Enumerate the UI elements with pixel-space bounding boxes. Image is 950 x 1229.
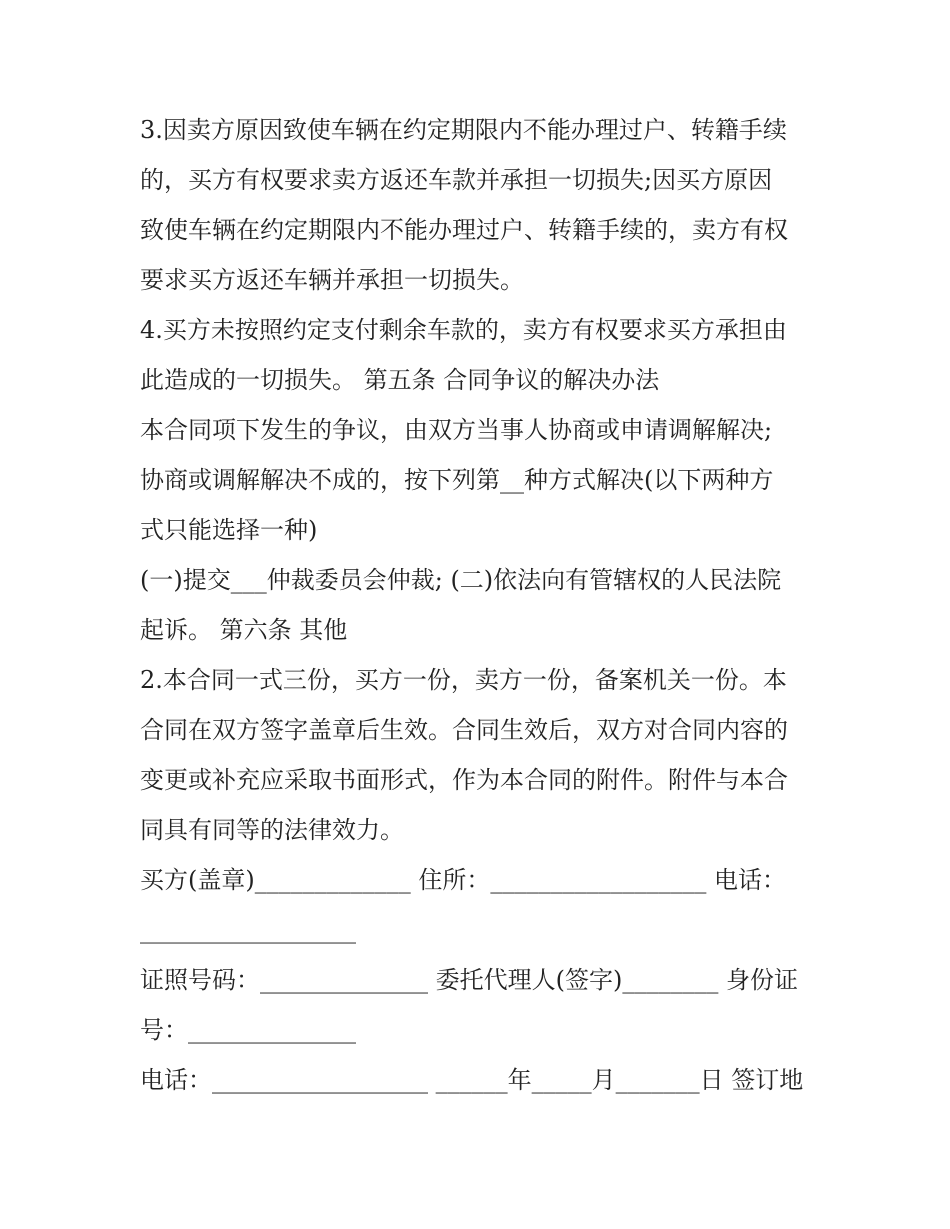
dispute-options-line-1: (一)提交___仲裁委员会仲裁; (二)依法向有管辖权的人民法院 <box>140 566 782 594</box>
dispute-options-line-2: 起诉。 第六条 其他 <box>140 616 348 644</box>
other-clause-line-4: 同具有同等的法律效力。 <box>140 816 404 844</box>
dispute-line-3: 式只能选择一种) <box>140 516 318 544</box>
clause-3-line-2: 的，买方有权要求卖方返还车款并承担一切损失;因买方原因 <box>140 166 773 194</box>
other-clause-line-2: 合同在双方签字盖章后生效。合同生效后，双方对合同内容的 <box>140 716 788 744</box>
buyer-phone-blank: __________________ <box>140 916 356 944</box>
other-clause-line-1: 2.本合同一式三份，买方一份，卖方一份，备案机关一份。本 <box>140 666 787 694</box>
id-number-line: 号：______________ <box>140 1016 356 1044</box>
clause-3-line-3: 致使车辆在约定期限内不能办理过户、转籍手续的，卖方有权 <box>140 216 788 244</box>
id-agent-line: 证照号码：______________ 委托代理人(签字)________ 身份证 <box>140 966 798 994</box>
clause-4-line-2: 此造成的一切损失。 第五条 合同争议的解决办法 <box>140 366 660 394</box>
clause-3-line-4: 要求买方返还车辆并承担一切损失。 <box>140 266 524 294</box>
dispute-line-1: 本合同项下发生的争议，由双方当事人协商或申请调解解决; <box>140 416 773 444</box>
clause-3-line-1: 3.因卖方原因致使车辆在约定期限内不能办理过户、转籍手续 <box>140 116 787 144</box>
clause-4-line-1: 4.买方未按照约定支付剩余车款的，卖方有权要求买方承担由 <box>140 316 787 344</box>
buyer-signature-line: 买方(盖章)_____________ 住所：__________________ 电话： <box>140 866 786 894</box>
dispute-line-2: 协商或调解解决不成的，按下列第__种方式解决(以下两种方 <box>140 466 774 494</box>
phone-date-line: 电话：__________________ ______年_____月_______日 签订地 <box>140 1066 804 1094</box>
other-clause-line-3: 变更或补充应采取书面形式，作为本合同的附件。附件与本合 <box>140 766 788 794</box>
